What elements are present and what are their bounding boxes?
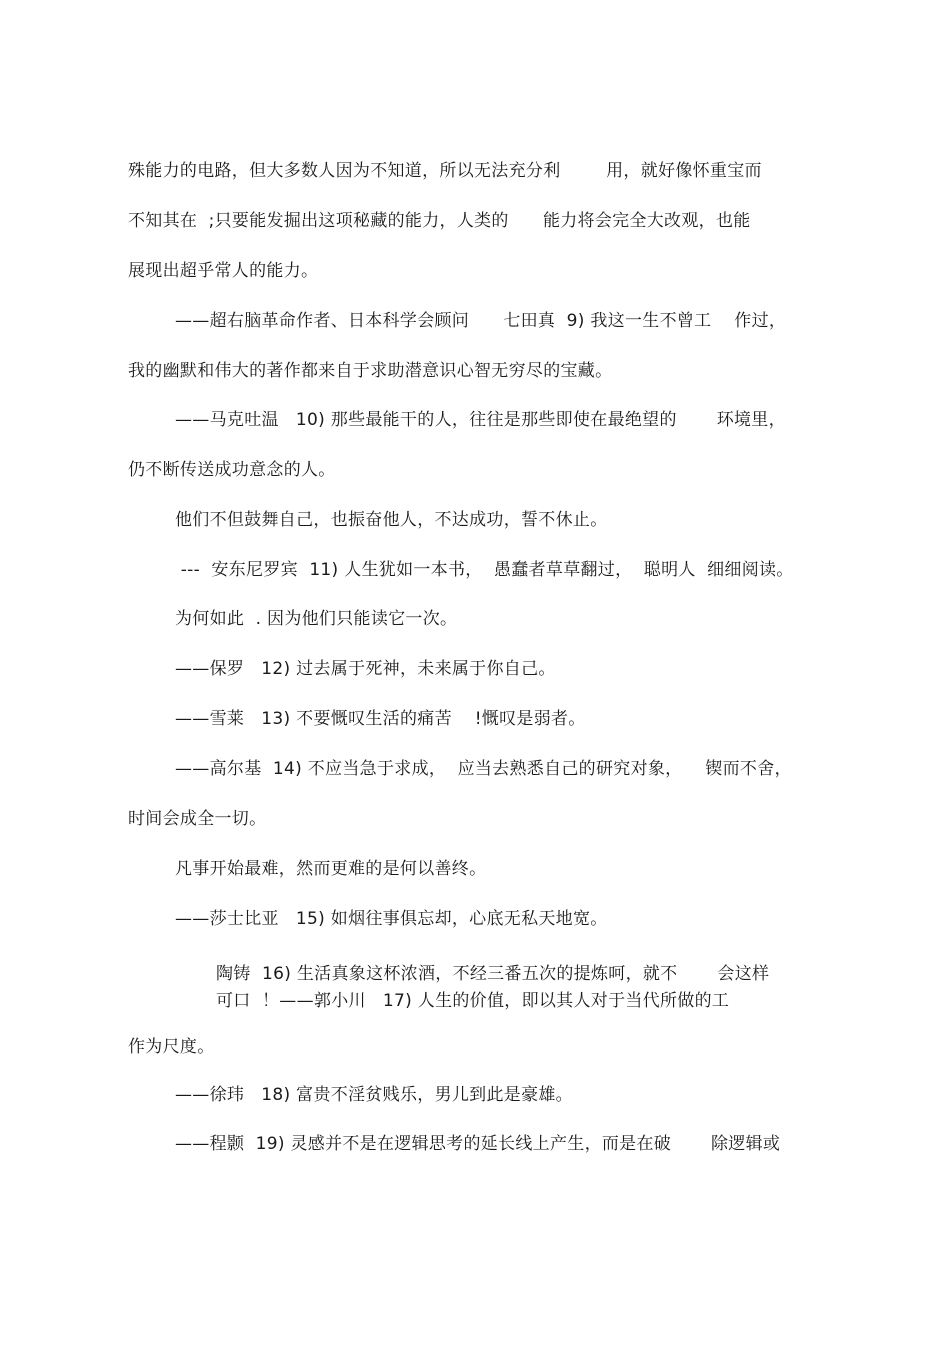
text-line: ——徐玮 18) 富贵不淫贫贱乐，男儿到此是豪雄。 <box>175 1085 573 1105</box>
text-line: 我的幽默和伟大的著作都来自于求助潜意识心智无穷尽的宝藏。 <box>128 361 613 381</box>
text-line: 可口 ！——郭小川 17) 人生的价值，即以其人对于当代所做的工 <box>216 991 730 1011</box>
text-line: ——超右脑革命作者、日本科学会顾问 七田真 9) 我这一生不曾工 作过， <box>175 311 787 331</box>
text-line: 为何如此 . 因为他们只能读它一次。 <box>175 609 458 629</box>
text-line: ——高尔基 14) 不应当急于求成， 应当去熟悉自己的研究对象， 锲而不舍， <box>175 759 792 779</box>
text-line: ——程颢 19) 灵感并不是在逻辑思考的延长线上产生，而是在破 除逻辑或 <box>175 1134 781 1154</box>
text-line: 陶铸 16) 生活真象这杯浓酒，不经三番五次的提炼呵，就不 会这样 <box>216 964 770 984</box>
text-line: 仍不断传送成功意念的人。 <box>128 460 336 480</box>
text-line: 作为尺度。 <box>128 1037 215 1057</box>
text-line: 展现出超乎常人的能力。 <box>128 261 319 281</box>
text-line: 不知其在 ;只要能发掘出这项秘藏的能力，人类的 能力将会完全大改观，也能 <box>128 211 751 231</box>
text-line: 他们不但鼓舞自己，也振奋他人，不达成功，誓不休止。 <box>175 510 608 530</box>
text-line: ——雪莱 13) 不要慨叹生活的痛苦 !慨叹是弱者。 <box>175 709 586 729</box>
text-line: ——莎士比亚 15) 如烟往事俱忘却，心底无私天地宽。 <box>175 909 608 929</box>
text-line: ——马克吐温 10) 那些最能干的人，往往是那些即使在最绝望的 环境里， <box>175 410 786 430</box>
text-line: ——保罗 12) 过去属于死神，未来属于你自己。 <box>175 659 556 679</box>
text-line: --- 安东尼罗宾 11) 人生犹如一本书， 愚蠢者草草翻过， 聪明人 细细阅读。 <box>175 560 794 580</box>
text-line: 凡事开始最难，然而更难的是何以善终。 <box>175 859 487 879</box>
text-line: 殊能力的电路，但大多数人因为不知道，所以无法充分利 用，就好像怀重宝而 <box>128 161 762 181</box>
text-line: 时间会成全一切。 <box>128 809 267 829</box>
